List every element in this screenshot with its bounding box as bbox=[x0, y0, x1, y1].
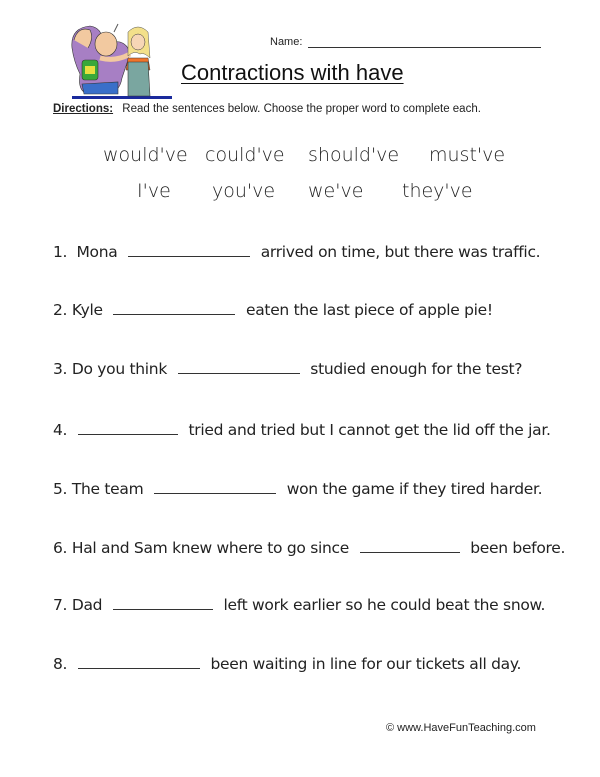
answer-blank-5[interactable] bbox=[154, 492, 276, 494]
question-5 bbox=[53, 480, 542, 498]
answer-blank-2[interactable] bbox=[113, 313, 235, 315]
question-after: left work earlier so he could beat the snow. bbox=[223, 596, 546, 614]
directions bbox=[53, 103, 481, 115]
word-bank-item: they've bbox=[402, 180, 473, 202]
question-after: arrived on time, but there was traffic. bbox=[260, 243, 541, 261]
question-1 bbox=[53, 243, 540, 261]
question-3 bbox=[53, 360, 522, 378]
answer-blank-4[interactable] bbox=[78, 433, 178, 435]
directions-text: Read the sentences below. Choose the proper word to complete each. bbox=[122, 103, 481, 115]
word-bank-item: you've bbox=[212, 180, 276, 202]
question-before: The team bbox=[71, 480, 144, 498]
name-label: Name: bbox=[270, 36, 303, 48]
question-after: tried and tried but I cannot get the lid off the jar. bbox=[188, 421, 551, 439]
question-8 bbox=[53, 655, 521, 673]
question-7 bbox=[53, 596, 545, 614]
question-number: 5. bbox=[53, 480, 68, 498]
copyright-footer: © www.HaveFunTeaching.com bbox=[386, 722, 536, 734]
word-bank-item: we've bbox=[308, 180, 364, 202]
word-bank-item: would've bbox=[103, 144, 188, 166]
answer-blank-6[interactable] bbox=[360, 551, 460, 553]
word-bank-item: could've bbox=[205, 144, 285, 166]
question-number: 3. bbox=[53, 360, 68, 378]
name-field[interactable] bbox=[270, 36, 541, 48]
question-number: 8. bbox=[53, 655, 68, 673]
question-2 bbox=[53, 301, 493, 319]
question-4 bbox=[53, 421, 551, 439]
answer-blank-8[interactable] bbox=[78, 667, 200, 669]
name-blank-line[interactable] bbox=[308, 37, 541, 48]
question-6 bbox=[53, 539, 565, 557]
question-before: Mona bbox=[76, 243, 118, 261]
word-bank-item: must've bbox=[429, 144, 506, 166]
question-number: 4. bbox=[53, 421, 68, 439]
question-after: eaten the last piece of apple pie! bbox=[245, 301, 493, 319]
worksheet-title: Contractions with have bbox=[181, 60, 404, 85]
question-after: studied enough for the test? bbox=[310, 360, 523, 378]
question-before: Kyle bbox=[71, 301, 103, 319]
answer-blank-1[interactable] bbox=[128, 255, 250, 257]
question-number: 7. bbox=[53, 596, 68, 614]
question-after: been before. bbox=[470, 539, 566, 557]
clipart-illustration bbox=[60, 18, 172, 102]
word-bank-item: should've bbox=[308, 144, 400, 166]
question-after: been waiting in line for our tickets all day. bbox=[210, 655, 522, 673]
question-number: 1. bbox=[53, 243, 68, 261]
question-before: Do you think bbox=[71, 360, 168, 378]
word-bank-item: I've bbox=[137, 180, 171, 202]
directions-label: Directions: bbox=[53, 103, 114, 115]
question-after: won the game if they tired harder. bbox=[286, 480, 543, 498]
question-before: Dad bbox=[71, 596, 103, 614]
answer-blank-3[interactable] bbox=[178, 372, 300, 374]
question-number: 2. bbox=[53, 301, 68, 319]
question-before: Hal and Sam knew where to go since bbox=[71, 539, 349, 557]
question-number: 6. bbox=[53, 539, 68, 557]
answer-blank-7[interactable] bbox=[113, 608, 213, 610]
